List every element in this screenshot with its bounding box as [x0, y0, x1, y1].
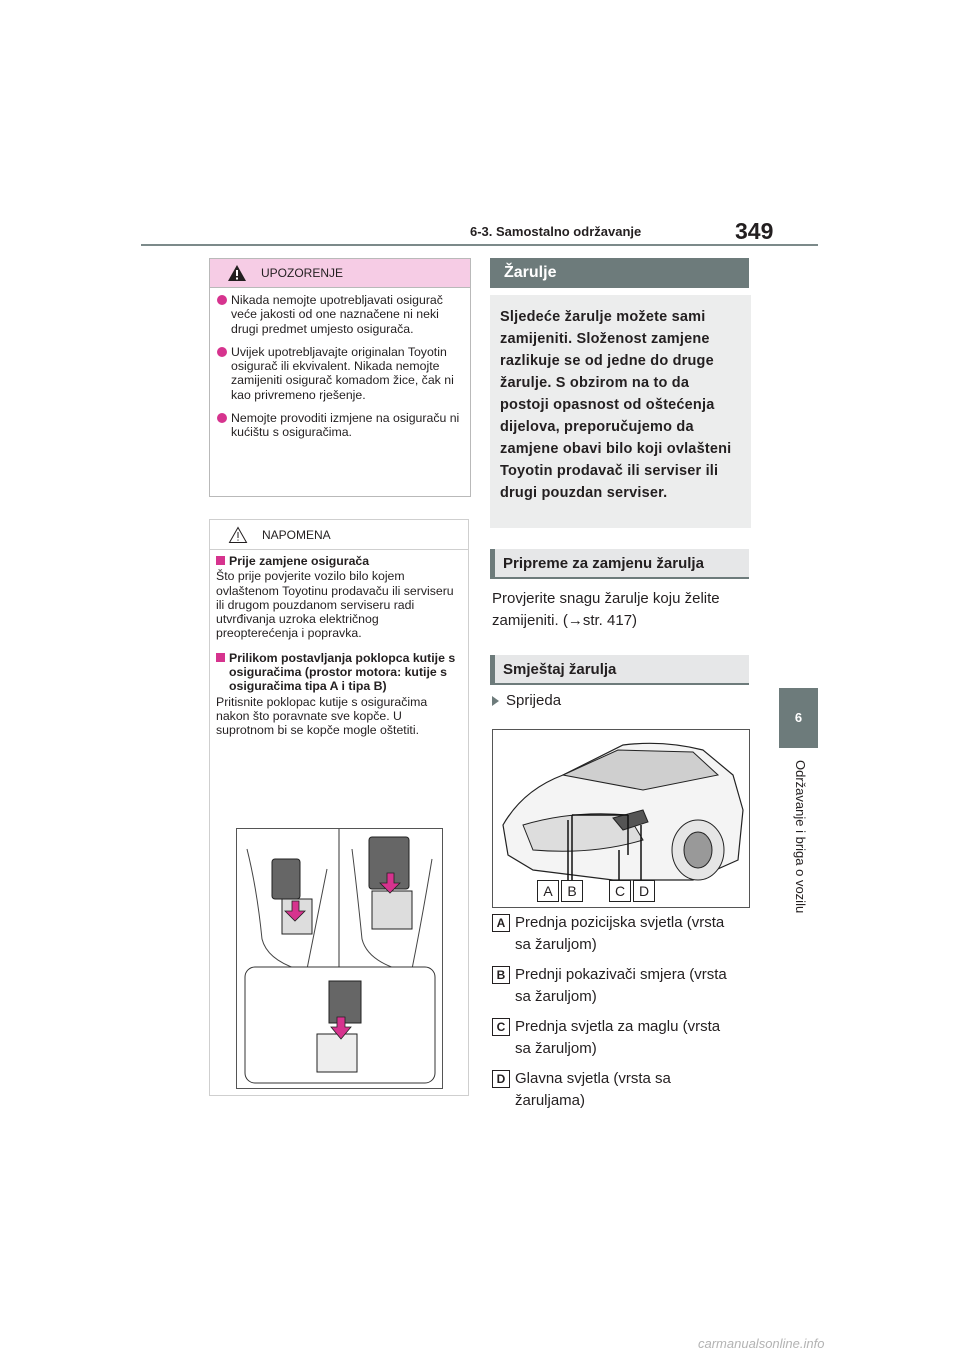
square-bullet-icon: [216, 556, 225, 565]
legend-key: C: [492, 1018, 510, 1036]
fuse-box-illustration: [236, 828, 443, 1089]
chapter-side-title: [770, 760, 830, 1060]
fuse-box-drawing: [237, 829, 442, 1088]
note-subheading: Prilikom postavljanja poklopca kutije s osiguračima (prostor motora: kutije s osiguračima tipa A i tipa B): [216, 651, 458, 694]
legend-item-b: [492, 964, 732, 1008]
prep-heading: Pripreme za zamjenu žarulja: [490, 549, 749, 579]
warning-title: UPOZORENJE: [261, 266, 344, 280]
warning-header: [210, 259, 470, 288]
figure-labels-left: [537, 880, 583, 902]
legend-text: Prednja pozicijska svjetla (vrsta sa žaruljom): [515, 914, 725, 953]
warning-item: Nemojte provoditi izmjene na osiguraču ni kućištu s osiguračima.: [217, 411, 460, 440]
bullet-dot-icon: [217, 347, 227, 357]
bullet-dot-icon: [217, 295, 227, 305]
note-header: [210, 520, 468, 550]
bulbs-heading: Žarulje: [490, 258, 749, 288]
note-paragraph: Što prije povjerite vozilo bilo kojem ovlaštenom Toyotinu prodavaču ili serviseru ili drugom pouzdanom serviseru radi utvrđivanja uzroka električnog preopterećenja i popravka.: [216, 569, 454, 641]
car-front-illustration: [492, 729, 750, 908]
prep-text: Provjerite snagu žarulje koju želite zamijeniti. (→str. 417): [492, 590, 720, 629]
bullet-dot-icon: [217, 413, 227, 423]
legend-item-a: [492, 912, 732, 956]
legend-key: A: [492, 914, 510, 932]
arrow-right-icon: [492, 696, 499, 706]
chapter-title-text: Održavanje i briga o vozilu: [793, 760, 808, 914]
legend-text: Prednja svjetla za maglu (vrsta sa žaruljom): [515, 1018, 721, 1057]
watermark: carmanualsonline.info: [698, 1336, 825, 1351]
caution-triangle-icon: [228, 526, 248, 544]
legend-key: B: [492, 966, 510, 984]
bulbs-intro-box: [490, 295, 751, 528]
front-label: Sprijeda: [492, 692, 561, 709]
note-title: NAPOMENA: [262, 527, 331, 542]
location-heading: Smještaj žarulja: [490, 655, 749, 685]
figure-label-c: C: [609, 880, 631, 902]
header-divider: [141, 244, 818, 246]
figure-label-b: B: [561, 880, 583, 902]
chapter-tab[interactable]: 6: [779, 688, 818, 748]
warning-item: Uvijek upotrebljavajte originalan Toyotin osigurač ili ekvivalent. Nikada nemojte zamijeniti osigurač komadom žice, čak ni kao privremeno rješenje.: [217, 345, 460, 402]
page-number: 349: [735, 218, 774, 244]
legend-text: Prednji pokazivači smjera (vrsta sa žaruljom): [515, 966, 727, 1005]
figure-label-d: D: [633, 880, 655, 902]
warning-box: [209, 258, 471, 497]
bulbs-intro-text: Sljedeće žarulje možete sami zamijeniti. Složenost zamjene razlikuje se od jedne do druge žarulje. S obzirom na to da postoji opasnost od oštećenja dijelova, preporučujemo da zamjene obavi bilo koji ovlašteni Toyotin prodavač ili serviser ili drugi pouzdan serviser.: [500, 309, 732, 501]
figure-labels-right: [609, 880, 655, 902]
warning-item: Nikada nemojte upotrebljavati osigurač veće jakosti od one naznačene ni neki drugi predmet umjesto osigurača.: [217, 293, 460, 336]
legend-item-d: [492, 1068, 732, 1112]
legend-text: Glavna svjetla (vrsta sa žaruljama): [515, 1070, 671, 1109]
figure-label-a: A: [537, 880, 559, 902]
legend-item-c: [492, 1016, 732, 1060]
warning-triangle-icon: [227, 264, 247, 282]
square-bullet-icon: [216, 653, 225, 662]
section-title: 6-3. Samostalno održavanje: [470, 224, 642, 239]
note-subheading: Prije zamjene osigurača: [216, 554, 458, 568]
legend-key: D: [492, 1070, 510, 1088]
note-paragraph: Pritisnite poklopac kutije s osiguračima nakon što poravnate sve kopče. U suprotnom bi se kopče mogle oštetiti.: [216, 694, 428, 738]
